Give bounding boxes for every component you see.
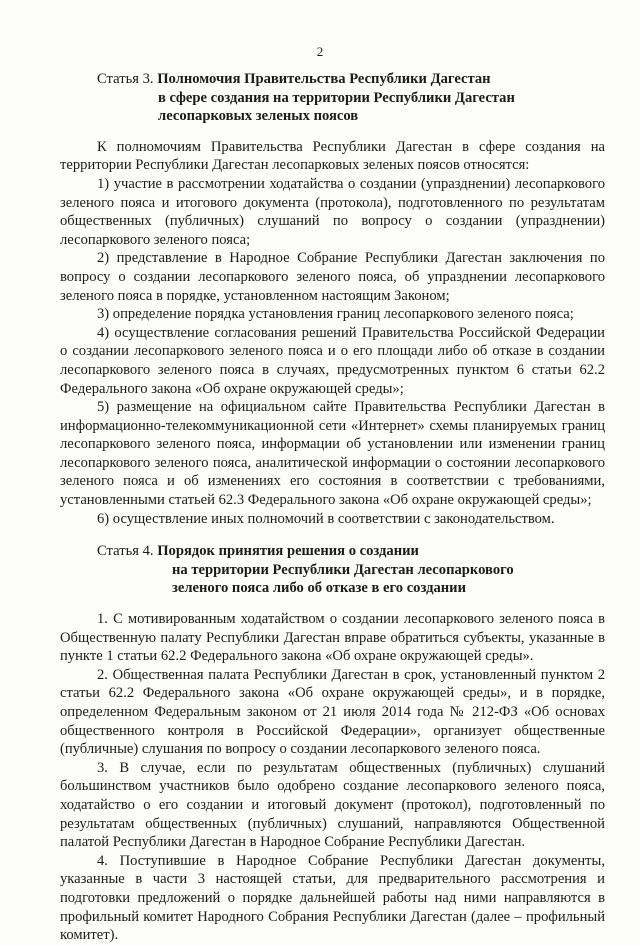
article-4-part-1: 1. С мотивированным ходатайством о создании лесопаркового зеленого пояса в Общественную палату Республики Дагестан вправе обратиться субъекты, указанные в пункте 1 статьи 62.2 Федерального закона «Об охране окружающей среды». <box>60 611 605 665</box>
article-3-number: Статья 3. <box>97 71 154 87</box>
article-3-item-1: 1) участие в рассмотрении ходатайства о создании (упразднении) лесопаркового зеленого пояса и итогового документа (протокола), подготовленного по результатам общественных (публичных) слушаний по вопросу о создании (упразднении) лесопаркового зеленого пояса; <box>60 175 605 248</box>
article-4-part-3: 3. В случае, если по результатам общественных (публичных) слушаний большинством участников было одобрено создание лесопаркового зеленого пояса, ходатайство о его создании и итоговый документ (протокол), подготовленный по результатам общественных (публичных) слушаний, направляются Общественной палатой Республики Дагестан в Народное Собрание Республики Дагестан. <box>60 759 605 851</box>
article-3-title-line-2: в сфере создания на территории Республики Дагестан <box>158 89 515 106</box>
document-body <box>60 70 605 945</box>
article-3-title-line-3: лесопарковых зеленых поясов <box>158 108 359 125</box>
article-4-title-line-2: на территории Республики Дагестан лесопаркового <box>172 561 514 578</box>
article-3 <box>60 70 605 528</box>
article-3-item-6: 6) осуществление иных полномочий в соответствии с законодательством. <box>97 510 555 527</box>
article-3-item-3: 3) определение порядка установления границ лесопаркового зеленого пояса; <box>97 306 574 323</box>
article-4-heading <box>60 542 605 598</box>
page-number: 2 <box>316 44 324 59</box>
article-4-part-4: 4. Поступившие в Народное Собрание Республики Дагестан документы, указанные в части 3 настоящей статьи, для предварительного рассмотрения и подготовки предложений о порядке дальнейшей работы над ними направляются в профильный комитет Народного Собрания Республики Дагестан (далее – профильный комитет). <box>60 852 605 944</box>
article-3-intro: К полномочиям Правительства Республики Дагестан в сфере создания на территории Республики Дагестан лесопарковых зеленых поясов относятся: <box>60 138 605 174</box>
article-4-title-line-3: зеленого пояса либо об отказе в его создании <box>172 580 466 597</box>
article-3-item-2: 2) представление в Народное Собрание Республики Дагестан заключения по вопросу о создании лесопаркового зеленого пояса, об упразднении лесопаркового зеленого пояса в порядке, установленном настоящим Законом; <box>60 250 605 304</box>
article-4-title-line-1: Порядок принятия решения о создании <box>157 543 419 560</box>
article-4-number: Статья 4. <box>97 543 154 560</box>
article-3-heading <box>60 70 605 126</box>
article-3-item-4: 4) осуществление согласования решений Правительства Российской Федерации о создании лесопаркового зеленого пояса и о его площади либо об отказе в создании лесопаркового зеленого пояса в случаях, предусмотренных пунктом 6 статьи 62.2 Федерального закона «Об охране окружающей среды»; <box>60 324 605 397</box>
article-4 <box>60 542 605 944</box>
article-3-item-5: 5) размещение на официальном сайте Правительства Республики Дагестан в информационно-телекоммуникационной сети «Интернет» схемы планируемых границ лесопаркового зеленого пояса, информации об установлении или изменении границ лесопаркового зеленого пояса, аналитической информации о состоянии лесопаркового зеленого пояса и об изменениях его состояния в соответствии с требованиями, установленными статьей 62.3 Федерального закона «Об охране окружающей среды»; <box>60 399 605 509</box>
article-gap <box>60 528 605 542</box>
article-3-title-line-1: Полномочия Правительства Республики Дагестан <box>157 71 491 87</box>
article-4-part-2: 2. Общественная палата Республики Дагестан в срок, установленный пунктом 2 статьи 62.2 Федерального закона «Об охране окружающей среды», и в порядке, определенном Федеральным законом от 21 июля 2014 года № 212-ФЗ «Об основах общественного контроля в Российской Федерации», организует общественные (публичные) слушания по вопросу о создании лесопаркового зеленого пояса. <box>60 666 605 758</box>
